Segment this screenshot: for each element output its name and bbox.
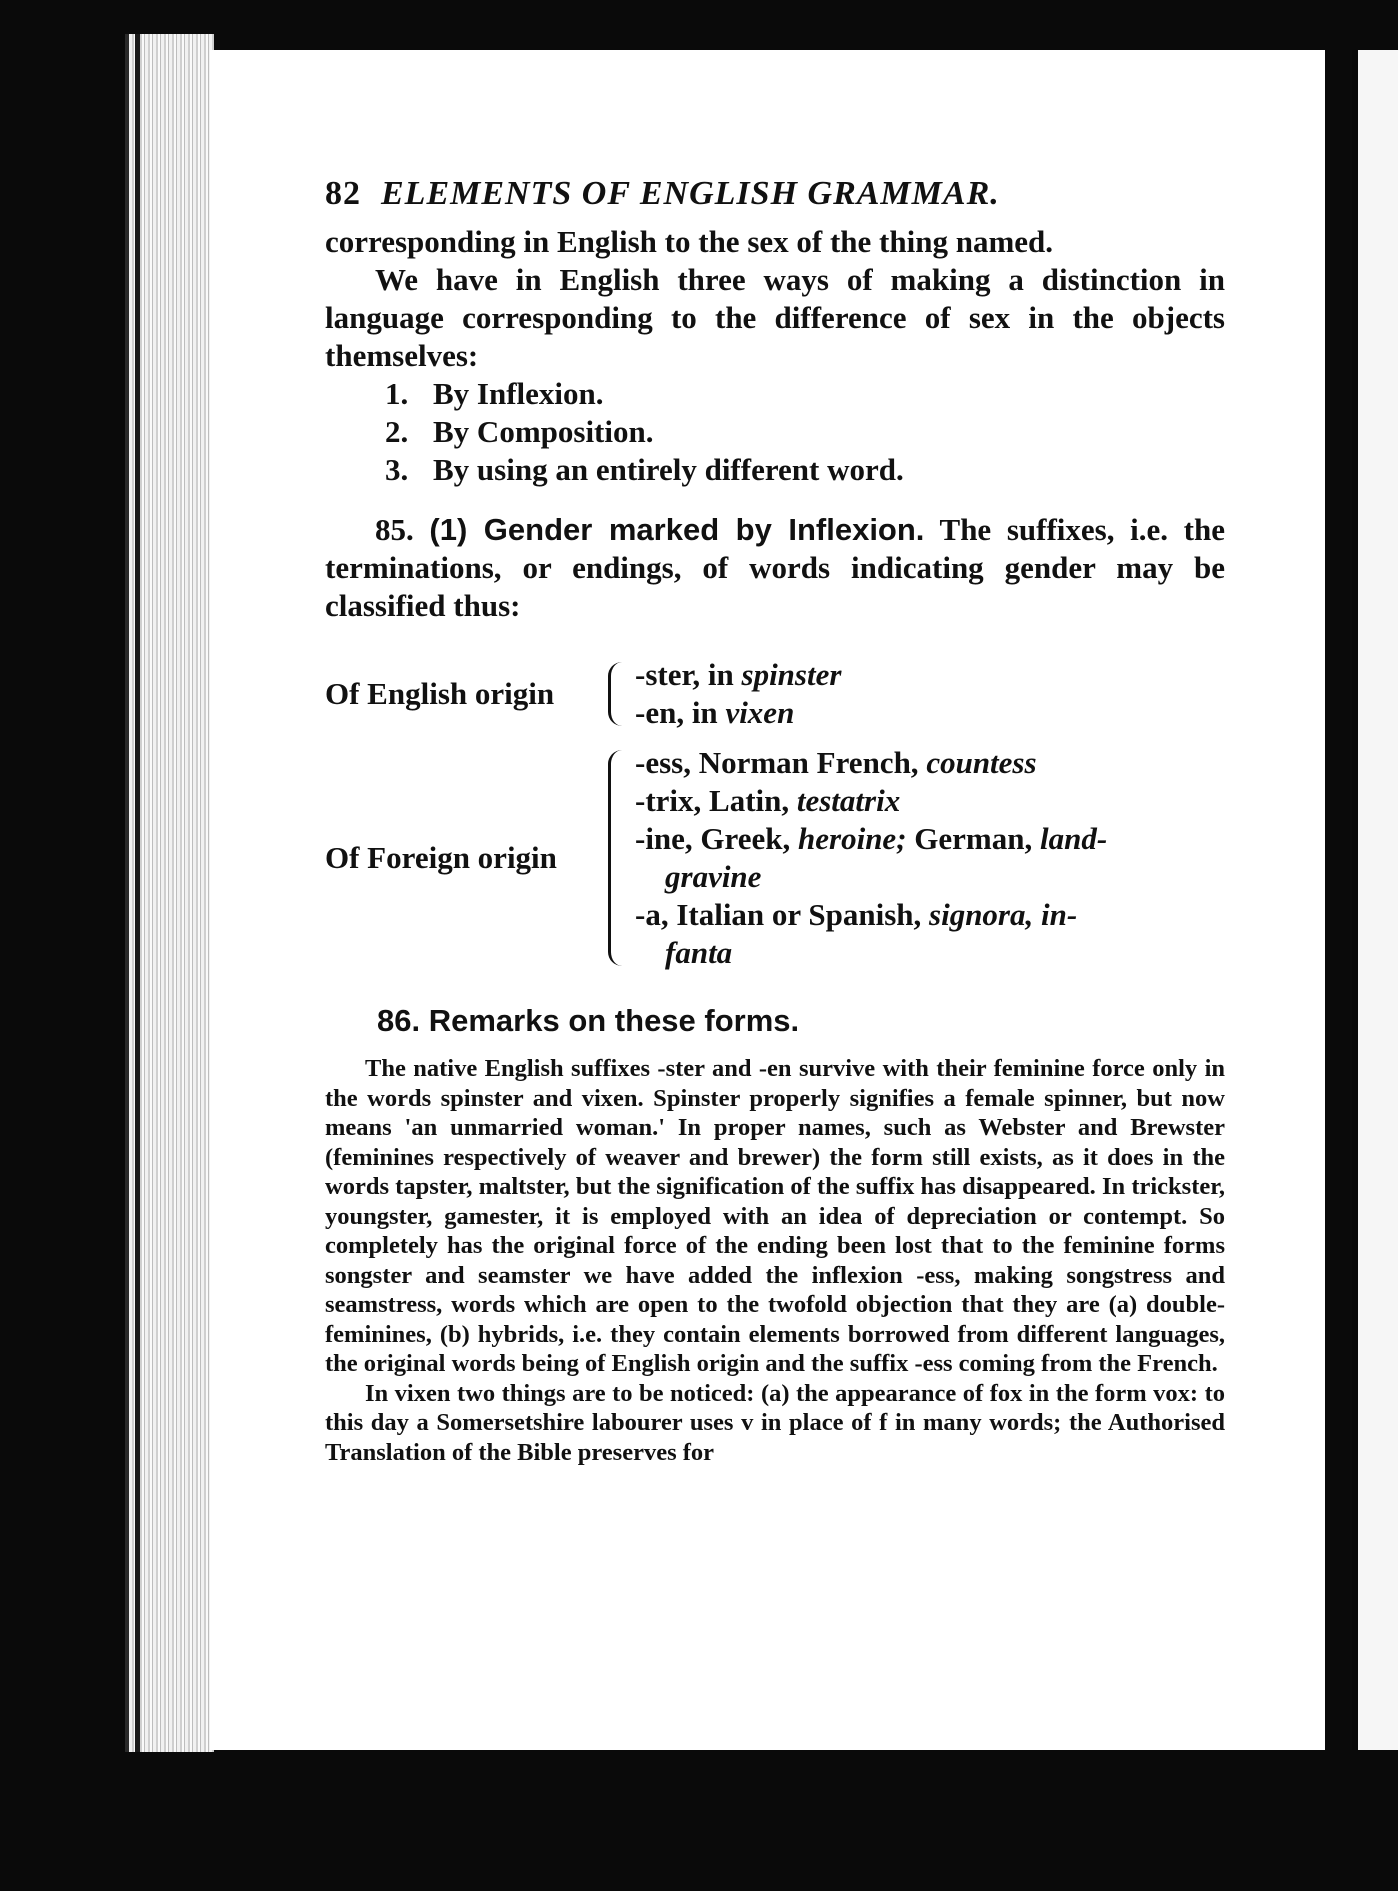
- form-continuation: gravine: [665, 859, 762, 894]
- gutter-shadow: [135, 34, 140, 1752]
- list-item: [385, 451, 1225, 489]
- form-row: [635, 744, 1225, 782]
- intro-paragraph-2: We have in English three ways of making a distinction in language corresponding to the difference of sex in the objects themselves:: [325, 262, 1225, 373]
- list-text: By Inflexion.: [433, 376, 604, 411]
- list-number: 3.: [385, 452, 409, 487]
- example-word: spinster: [741, 657, 842, 692]
- page-content: [325, 175, 1225, 1467]
- section-text: The suffixes, i.e. the terminations, or endings, of words indicating gender may be classified thus:: [325, 512, 1225, 623]
- list-number: 2.: [385, 414, 409, 449]
- example-word: signora,: [929, 897, 1034, 932]
- form-row: [635, 656, 1225, 694]
- section-heading: (1) Gender marked by Inflexion.: [429, 512, 925, 547]
- remarks-paragraph-2: In vixen two things are to be noticed: (a) the appearance of fox in the form vox: to this day a Somersetshire labourer uses v in place of f in many words; the Authorised Translation of the Bible preserves for: [325, 1379, 1225, 1466]
- foreign-forms: [635, 744, 1225, 972]
- book-page: [210, 50, 1325, 1750]
- brace: [595, 656, 635, 732]
- page-number: 82: [325, 175, 361, 212]
- book-page-edges: [125, 34, 214, 1752]
- list-text: By Composition.: [433, 414, 654, 449]
- suffix: -trix, Latin,: [635, 783, 790, 818]
- example-word-2: in-: [1041, 897, 1078, 932]
- brace: [595, 744, 635, 972]
- form-row: [635, 694, 1225, 732]
- section-number: 86.: [377, 1003, 421, 1038]
- english-origin-label: Of English origin: [325, 676, 555, 711]
- suffix: -ine, Greek,: [635, 821, 791, 856]
- running-title: ELEMENTS OF ENGLISH GRAMMAR.: [381, 175, 1000, 212]
- foreign-origin-label: Of Foreign origin: [325, 840, 557, 875]
- list-text: By using an entirely different word.: [433, 452, 904, 487]
- suffix: -ess, Norman French,: [635, 745, 919, 780]
- form-continuation: fanta: [665, 935, 733, 970]
- suffix-classification: [325, 656, 1225, 972]
- suffix: -a, Italian or Spanish,: [635, 897, 922, 932]
- example-word: vixen: [725, 695, 795, 730]
- example-word-2: land-: [1039, 821, 1108, 856]
- extra-word: German,: [914, 821, 1033, 856]
- section-85: [325, 511, 1225, 625]
- example-word: heroine;: [798, 821, 907, 856]
- suffix: -en, in: [635, 695, 718, 730]
- example-word: countess: [926, 745, 1037, 780]
- running-head: [325, 175, 1225, 213]
- remarks-paragraph-1: The native English suffixes -ster and -en survive with their feminine force only in the words spinster and vixen. Spinster properly signifies a female spinner, but now means 'an unmarried woman.' In proper names, such as Webster and Brewster (feminines respectively of weaver and brewer) the form still exists, as it does in the words tapster, maltster, but the signification of the suffix has disappeared. In trickster, youngster, gamester, it is employed with an idea of depreciation or contempt. So completely has the original force of the ending been lost that to the feminine forms songster and seamster we have added the inflexion -ess, making songstress and seamstress, words which are open to the twofold objection that they are (a) double-feminines, (b) hybrids, i.e. they contain elements borrowed from different languages, the original words being of English origin and the suffix -ess coming from the French.: [325, 1055, 1225, 1377]
- list-item: [385, 413, 1225, 451]
- example-word: testatrix: [796, 783, 901, 818]
- section-heading: Remarks on these forms.: [428, 1003, 800, 1038]
- form-row: [635, 820, 1225, 858]
- form-row: [635, 782, 1225, 820]
- facing-page-edge: [1352, 50, 1398, 1750]
- section-number: 85.: [375, 512, 414, 547]
- section-86: [325, 1002, 1225, 1040]
- english-forms: [635, 656, 1225, 732]
- intro-paragraph-1: corresponding in English to the sex of the thing named.: [325, 224, 1054, 259]
- list-item: [385, 375, 1225, 413]
- ways-list: [325, 375, 1225, 489]
- form-row: [635, 896, 1225, 934]
- suffix: -ster, in: [635, 657, 734, 692]
- list-number: 1.: [385, 376, 409, 411]
